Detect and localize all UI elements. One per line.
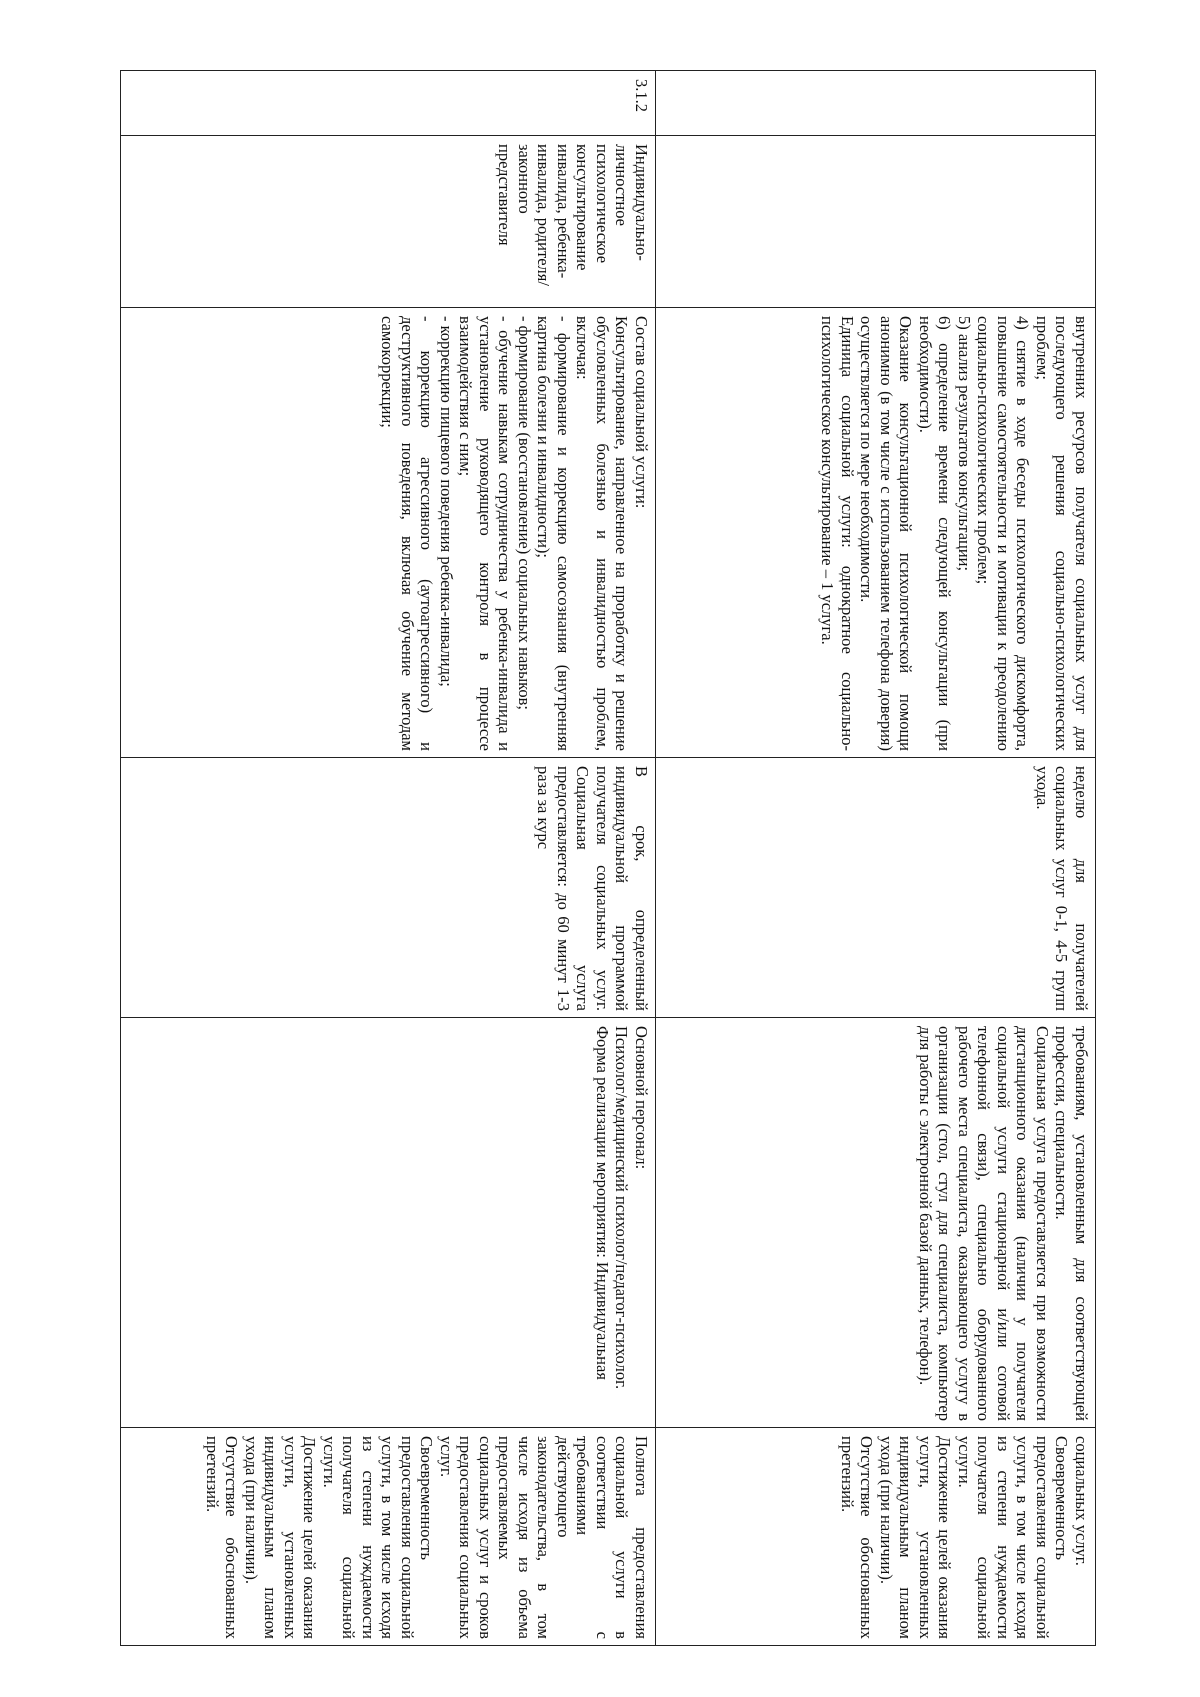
cell-term: В срок, определенный индивидуальной программой получателя социальных услуг. Социальная услуга предоставляется: до 60 минут 1-3 раза за курс <box>121 758 656 1018</box>
description-line: 4) снятие в ходе беседы психологического дискомфорта, повышение самостоятельности и мотивации к преодолению социально-психологических проблем; <box>974 316 1033 751</box>
indicators-line: социальных услуг. <box>1072 1436 1091 1566</box>
table-row-continuation <box>656 71 1096 1646</box>
description-line: внутренних ресурсов получателя социальных услуг для последующего решения социально-психологических проблем; <box>1033 316 1091 751</box>
services-table <box>120 70 1096 1646</box>
indicators-line: Своевременность предоставления социальной услуги, в том числе исходя из степени нуждаемости получателя социальной услуги. <box>955 1436 1072 1639</box>
conditions-line: требованиям, установленным для соответствующей профессии, специальности. <box>1052 1026 1091 1421</box>
description-line: - коррекцию пищевого поведения ребенка-инвалида; <box>437 316 456 687</box>
cell-conditions <box>121 1018 656 1428</box>
description-line: 6) определение времени следующей консультации (при необходимости). <box>916 316 955 751</box>
table-row-3-1-2 <box>121 71 656 1646</box>
description-line: Состав социальной услуги: <box>632 316 651 509</box>
cell-description <box>656 308 1096 758</box>
conditions-line: Форма реализации мероприятия: Индивидуальная <box>593 1026 612 1380</box>
indicators-line: Полнота предоставления социальной услуги в соответствии с требованиями действующего законодательства, в том числе исходя из объема предоставляемых социальных услуг и сроков предоставления социальных услуг. <box>437 1436 651 1639</box>
indicators-line: Своевременность предоставления социальной услуги, в том числе исходя из степени нуждаемости получателя социальной услуги. <box>320 1436 437 1639</box>
indicators-line: Достижение целей оказания услуги, установленных индивидуальным планом ухода (при наличии). <box>242 1436 320 1639</box>
description-line: - формирование и коррекцию самосознания (внутренняя картина болезни и инвалидности); <box>534 316 573 751</box>
description-line: 5) анализ результатов консультации; <box>955 316 974 572</box>
description-line: Консультирование, направленное на проработку и решение обусловленных болезнью и инвалидностью проблем, включая: <box>573 316 632 751</box>
indicators-line: Достижение целей оказания услуги, установленных индивидуальным планом ухода (при наличии). <box>877 1436 955 1639</box>
cell-conditions <box>656 1018 1096 1428</box>
description-line: Оказание консультационной психологической помощи анонимно (в том числе с использованием телефона доверия) осуществляется по мере необходимости. <box>857 316 916 751</box>
cell-indicators <box>121 1428 656 1646</box>
cell-number <box>656 71 1096 136</box>
cell-number: 3.1.2 <box>121 71 656 136</box>
cell-service-name <box>656 136 1096 308</box>
cell-indicators <box>656 1428 1096 1646</box>
cell-term: неделю для получателей социальных услуг 0-1, 4-5 групп ухода. <box>656 758 1096 1018</box>
rotated-table-wrapper <box>120 70 1096 1645</box>
conditions-line: Социальная услуга предоставляется при возможности дистанционного оказания (наличии у получателя социальной услуги стационарной и/или сотовой телефонной связи), специально оборудованного рабочего места специалиста, оказывающего услугу в организации (стол, стул для специалиста, компьютер для работы с электронной базой данных, телефон). <box>916 1026 1052 1421</box>
description-line: - обучение навыкам сотрудничества у ребенка-инвалида и установление руководящего контроля в процессе взаимодействия с ним; <box>456 316 515 751</box>
cell-service-name: Индивидуально-личностное психологическое консультирование инвалида, ребенка-инвалида, родителя/законного представителя <box>121 136 656 308</box>
conditions-line: Основной персонал: <box>632 1026 651 1170</box>
indicators-line: Отсутствие обоснованных претензий. <box>203 1436 242 1639</box>
description-line: Единица социальной услуги: однократное социально-психологическое консультирование – 1 услуга. <box>818 316 857 751</box>
indicators-line: Отсутствие обоснованных претензий. <box>838 1436 877 1639</box>
description-line: - формирование (восстановление) социальных навыков; <box>515 316 534 710</box>
description-line: - коррекцию агрессивного (аутоагрессивного) и деструктивного поведения, включая обучение методам самокоррекции; <box>378 316 437 751</box>
cell-description <box>121 308 656 758</box>
conditions-line: Психолог/медицинский психолог/педагог-психолог. <box>612 1026 632 1390</box>
